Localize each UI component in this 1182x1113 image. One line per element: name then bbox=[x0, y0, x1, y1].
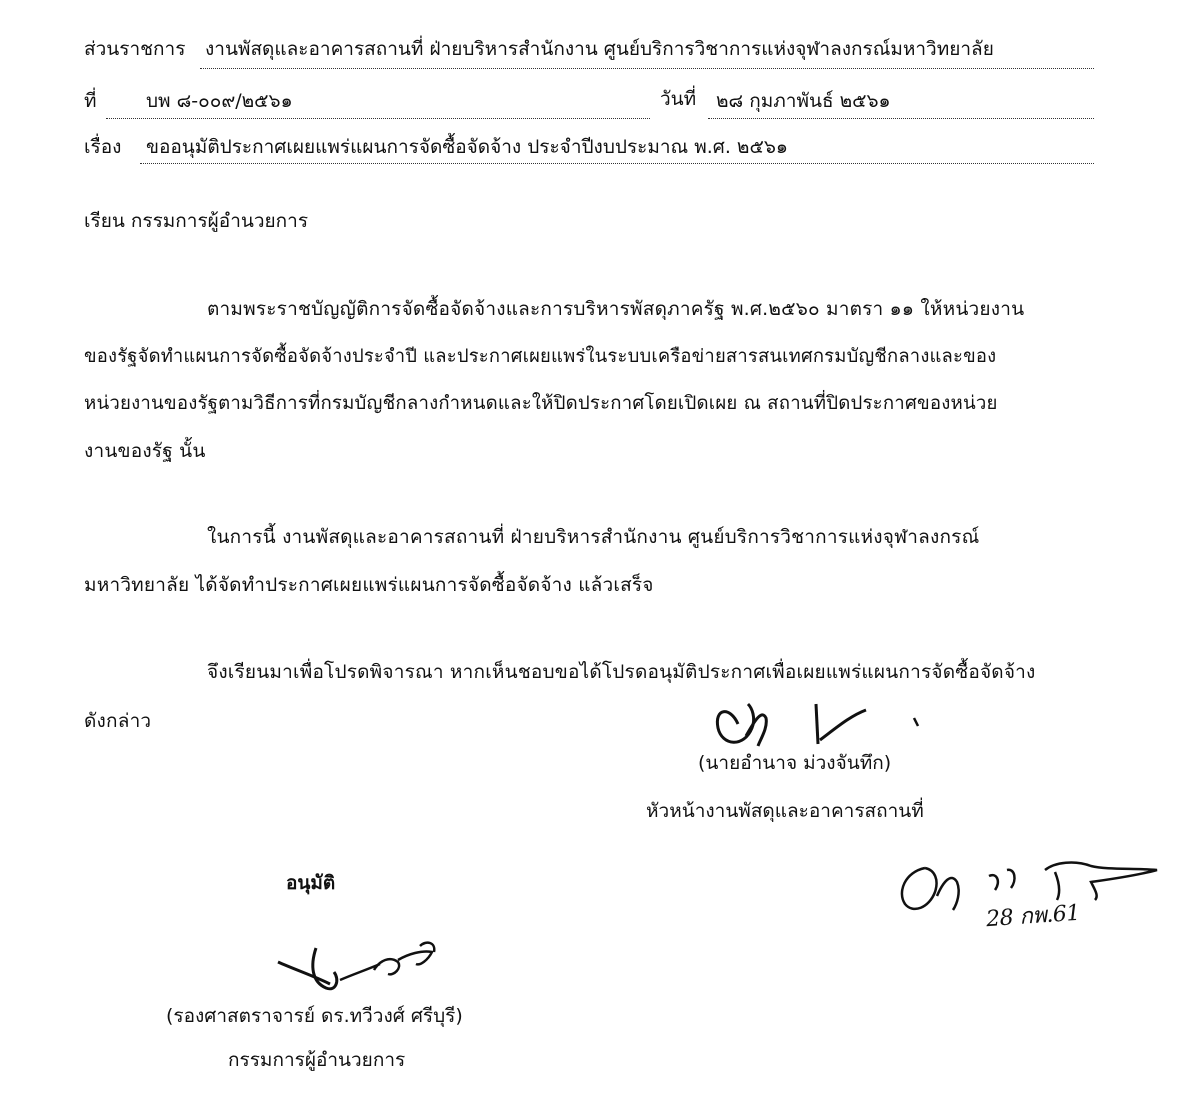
subject-value: ขออนุมัติประกาศเผยแพร่แผนการจัดซื้อจัดจ้าง ประจำปีงบประมาณ พ.ศ. ๒๕๖๑ bbox=[146, 136, 788, 158]
handwritten-date-note: 28 กพ.61 bbox=[985, 900, 1081, 933]
paragraph3-line1: จึงเรียนมาเพื่อโปรดพิจารณา หากเห็นชอบขอได้โปรดอนุมัติประกาศเพื่อเผยแพร่แผนการจัดซื้อจัดจ้าง bbox=[207, 661, 1036, 683]
paragraph1-line1: ตามพระราชบัญญัติการจัดซื้อจัดจ้างและการบริหารพัสดุภาครัฐ พ.ศ.๒๕๖๐ มาตรา ๑๑ ให้หน่วยงาน bbox=[207, 298, 1025, 320]
approval-label: อนุมัติ bbox=[286, 872, 336, 894]
approver-position: กรรมการผู้อำนวยการ bbox=[228, 1049, 406, 1071]
salutation: เรียน กรรมการผู้อำนวยการ bbox=[84, 210, 309, 232]
department-value: งานพัสดุและอาคารสถานที่ ฝ่ายบริหารสำนักงาน ศูนย์บริการวิชาการแห่งจุฬาลงกรณ์มหาวิทยาลัย bbox=[205, 38, 994, 60]
paragraph2-line2: มหาวิทยาลัย ได้จัดทำประกาศเผยแพร่แผนการจัดซื้อจัดจ้าง แล้วเสร็จ bbox=[84, 574, 654, 596]
date-value: ๒๘ กุมภาพันธ์ ๒๕๖๑ bbox=[716, 90, 891, 112]
ref-underline bbox=[106, 118, 650, 119]
subject-underline bbox=[140, 163, 1094, 164]
signer-name: (นายอำนาจ ม่วงจันทึก) bbox=[698, 752, 892, 774]
paragraph3-line2: ดังกล่าว bbox=[84, 710, 152, 732]
paragraph2-line1: ในการนี้ งานพัสดุและอาคารสถานที่ ฝ่ายบริหารสำนักงาน ศูนย์บริการวิชาการแห่งจุฬาลงกรณ์ bbox=[207, 526, 980, 548]
signer-position: หัวหน้างานพัสดุและอาคารสถานที่ bbox=[646, 800, 924, 822]
paragraph1-line3: หน่วยงานของรัฐตามวิธีการที่กรมบัญชีกลางกำหนดและให้ปิดประกาศโดยเปิดเผย ณ สถานที่ปิดประกาศของหน่วย bbox=[84, 393, 998, 414]
ref-label: ที่ bbox=[84, 90, 97, 112]
paragraph1-line2: ของรัฐจัดทำแผนการจัดซื้อจัดจ้างประจำปี และประกาศเผยแพร่ในระบบเครือข่ายสารสนเทศกรมบัญชีกลางและของ bbox=[84, 346, 997, 367]
department-underline bbox=[200, 68, 1094, 69]
approver-signature bbox=[270, 930, 470, 1010]
date-underline bbox=[708, 118, 1094, 119]
date-label: วันที่ bbox=[660, 88, 697, 110]
department-label: ส่วนราชการ bbox=[84, 38, 186, 60]
paragraph1-line4: งานของรัฐ นั้น bbox=[84, 440, 206, 462]
ref-value: บพ ๘-๐๐๙/๒๕๖๑ bbox=[146, 90, 293, 112]
subject-label: เรื่อง bbox=[84, 136, 122, 158]
approver-name: (รองศาสตราจารย์ ดร.ทวีวงศ์ ศรีบุรี) bbox=[166, 1005, 463, 1027]
